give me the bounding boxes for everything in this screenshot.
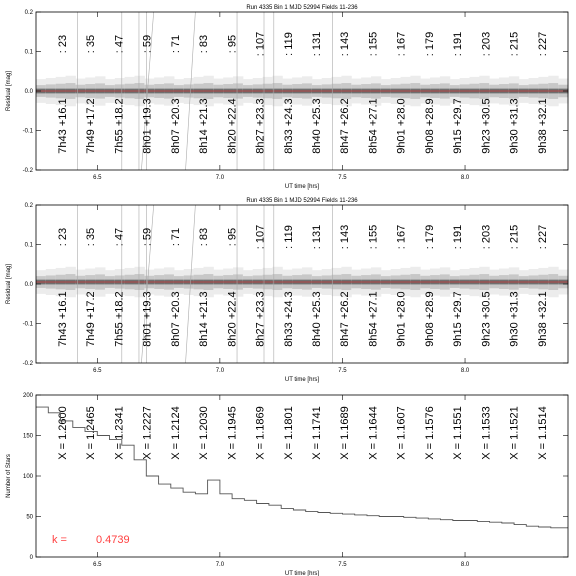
x-tick-label: 6.5 <box>93 562 102 568</box>
field-number-label: : 95 <box>226 34 239 54</box>
field-coordinate-label: 8h33 +24.3 <box>282 291 295 347</box>
airmass-label: X = 1.2030 <box>198 406 211 460</box>
field-number-label: : 35 <box>85 227 98 247</box>
airmass-label: X = 1.1741 <box>311 406 323 460</box>
field-coordinate-label: 8h07 +20.3 <box>169 291 182 347</box>
field-coordinate-label: 9h23 +30.5 <box>480 98 493 154</box>
y-tick-label: 0.1 <box>24 242 33 249</box>
extinction-k-value: 0.4739 <box>96 534 130 546</box>
x-tick-label: 6.5 <box>93 175 102 181</box>
field-number-label: : 23 <box>57 34 69 54</box>
y-axis-label: Residual [mag] <box>6 70 12 112</box>
field-number-label: : 131 <box>311 31 323 57</box>
x-tick-label: 7.5 <box>338 368 347 374</box>
field-coordinate-label: 9h08 +28.9 <box>423 98 436 154</box>
field-coordinate-label: 9h23 +30.5 <box>480 291 493 347</box>
field-coordinate-label: 8h20 +22.4 <box>226 98 239 154</box>
field-number-label: : 59 <box>141 34 154 54</box>
field-number-label: : 131 <box>311 224 323 250</box>
field-coordinate-label: 8h27 +23.3 <box>254 98 267 154</box>
field-coordinate-label: 7h55 +18.2 <box>113 291 126 347</box>
x-axis-label: UT time [hrs] <box>284 377 320 383</box>
field-coordinate-label: 8h33 +24.3 <box>282 98 295 154</box>
field-number-label: : 23 <box>57 227 69 247</box>
field-coordinate-label: 8h01 +19.3 <box>141 98 154 154</box>
y-tick-label: 0.2 <box>24 10 33 16</box>
airmass-label: X = 1.1869 <box>254 406 267 460</box>
y-tick-label: -0.1 <box>22 128 33 135</box>
airmass-label: X = 1.1945 <box>226 406 239 460</box>
field-number-label: : 71 <box>169 227 182 247</box>
y-tick-label: -0.2 <box>22 168 33 174</box>
airmass-label: X = 1.2600 <box>57 406 69 460</box>
field-coordinate-label: 7h49 +17.2 <box>85 291 98 347</box>
x-tick-label: 7.0 <box>215 562 225 568</box>
y-tick-label: -0.1 <box>22 321 33 328</box>
field-coordinate-label: 8h14 +21.3 <box>198 291 211 347</box>
field-coordinate-label: 8h01 +19.3 <box>141 291 154 347</box>
x-tick-label: 8.0 <box>460 368 470 374</box>
field-number-label: : 215 <box>508 224 521 250</box>
field-coordinate-label: 8h47 +26.2 <box>339 291 352 347</box>
field-coordinate-label: 7h55 +18.2 <box>113 98 126 154</box>
field-coordinate-label: 8h54 +27.1 <box>367 98 380 154</box>
field-coordinate-label: 9h08 +28.9 <box>423 291 436 347</box>
airmass-label: X = 1.2227 <box>141 406 154 460</box>
field-coordinate-label: 7h43 +16.1 <box>57 291 69 347</box>
field-number-label: : 215 <box>508 31 521 57</box>
field-number-label: : 71 <box>169 34 182 54</box>
field-number-label: : 191 <box>452 224 465 250</box>
y-tick-label: 150 <box>22 433 33 440</box>
field-coordinate-label: 8h20 +22.4 <box>226 291 239 347</box>
field-coordinate-label: 9h15 +29.7 <box>452 291 465 347</box>
field-number-label: : 95 <box>226 227 239 247</box>
field-coordinate-label: 8h47 +26.2 <box>339 98 352 154</box>
field-coordinate-label: 9h30 +31.3 <box>508 291 521 347</box>
airmass-label: X = 1.2341 <box>113 406 126 460</box>
x-tick-label: 7.0 <box>215 368 225 374</box>
airmass-label: X = 1.1533 <box>480 406 493 460</box>
field-number-label: : 227 <box>536 224 549 250</box>
y-tick-label: 0.0 <box>24 282 33 288</box>
field-coordinate-label: 8h54 +27.1 <box>367 291 380 347</box>
x-axis-label: UT time [hrs] <box>284 184 320 190</box>
y-tick-label: 0.2 <box>24 203 33 209</box>
extinction-k-label: k = <box>52 534 67 546</box>
airmass-label: X = 1.1514 <box>536 406 549 460</box>
airmass-label: X = 1.1576 <box>423 406 436 460</box>
x-tick-label: 7.0 <box>215 175 225 181</box>
field-coordinate-label: 9h01 +28.0 <box>395 98 408 154</box>
field-coordinate-label: 7h49 +17.2 <box>85 98 98 154</box>
field-coordinate-label: 9h38 +32.1 <box>536 291 549 347</box>
x-tick-label: 8.0 <box>460 562 470 568</box>
field-number-label: : 83 <box>198 34 211 54</box>
y-tick-label: -0.2 <box>22 361 33 367</box>
field-number-label: : 179 <box>423 224 436 250</box>
x-axis-label: UT time [hrs] <box>284 571 320 576</box>
airmass-label: X = 1.1644 <box>367 406 380 460</box>
field-number-label: : 107 <box>254 31 267 57</box>
field-number-label: : 47 <box>113 34 126 54</box>
x-tick-label: 8.0 <box>460 175 470 181</box>
field-coordinate-label: 9h01 +28.0 <box>395 291 408 347</box>
field-coordinate-label: 8h40 +25.3 <box>311 98 323 154</box>
field-coordinate-label: 7h43 +16.1 <box>57 98 69 154</box>
field-number-label: : 155 <box>367 31 380 57</box>
field-number-label: : 107 <box>254 224 267 250</box>
field-number-label: : 119 <box>282 225 295 249</box>
airmass-label: X = 1.2124 <box>169 406 182 460</box>
airmass-label: X = 1.1521 <box>508 406 521 460</box>
field-number-label: : 143 <box>339 224 352 250</box>
chart-title: Run 4335 Bin 1 MJD 52994 Fields 11-236 <box>246 198 358 204</box>
field-coordinate-label: 8h07 +20.3 <box>169 98 182 154</box>
field-coordinate-label: 9h15 +29.7 <box>452 98 465 154</box>
y-axis-label: Residual [mag] <box>6 263 12 305</box>
x-tick-label: 6.5 <box>93 368 102 374</box>
y-tick-label: 0 <box>29 555 33 561</box>
airmass-label: X = 1.1607 <box>395 406 408 460</box>
field-number-label: : 155 <box>367 224 380 250</box>
field-coordinate-label: 8h14 +21.3 <box>198 98 211 154</box>
field-coordinate-label: 8h40 +25.3 <box>311 291 323 347</box>
y-axis-label: Number of Stars <box>6 454 12 498</box>
field-number-label: : 167 <box>395 31 408 57</box>
field-number-label: : 203 <box>480 224 493 250</box>
field-number-label: : 83 <box>198 227 211 247</box>
x-tick-label: 7.5 <box>338 175 347 181</box>
field-number-label: : 119 <box>282 32 295 56</box>
airmass-label: X = 1.1689 <box>339 406 352 460</box>
field-number-label: : 143 <box>339 31 352 57</box>
field-coordinate-label: 9h38 +32.1 <box>536 98 549 154</box>
field-number-label: : 167 <box>395 224 408 250</box>
field-coordinate-label: 8h27 +23.3 <box>254 291 267 347</box>
x-tick-label: 7.5 <box>338 562 347 568</box>
airmass-label: X = 1.1551 <box>452 406 465 460</box>
field-number-label: : 35 <box>85 34 98 54</box>
field-number-label: : 227 <box>536 31 549 57</box>
field-number-label: : 203 <box>480 31 493 57</box>
y-tick-label: 0.1 <box>24 49 33 56</box>
field-number-label: : 191 <box>452 31 465 57</box>
chart-title: Run 4335 Bin 1 MJD 52994 Fields 11-236 <box>246 5 358 11</box>
airmass-label: X = 1.2465 <box>85 406 98 460</box>
field-coordinate-label: 9h30 +31.3 <box>508 98 521 154</box>
y-tick-label: 50 <box>26 514 33 521</box>
y-tick-label: 0.0 <box>24 89 33 95</box>
field-number-label: : 47 <box>113 227 126 247</box>
field-number-label: : 59 <box>141 227 154 247</box>
airmass-label: X = 1.1801 <box>282 406 295 460</box>
field-number-label: : 179 <box>423 31 436 57</box>
y-tick-label: 200 <box>22 393 33 399</box>
y-tick-label: 100 <box>22 474 33 480</box>
